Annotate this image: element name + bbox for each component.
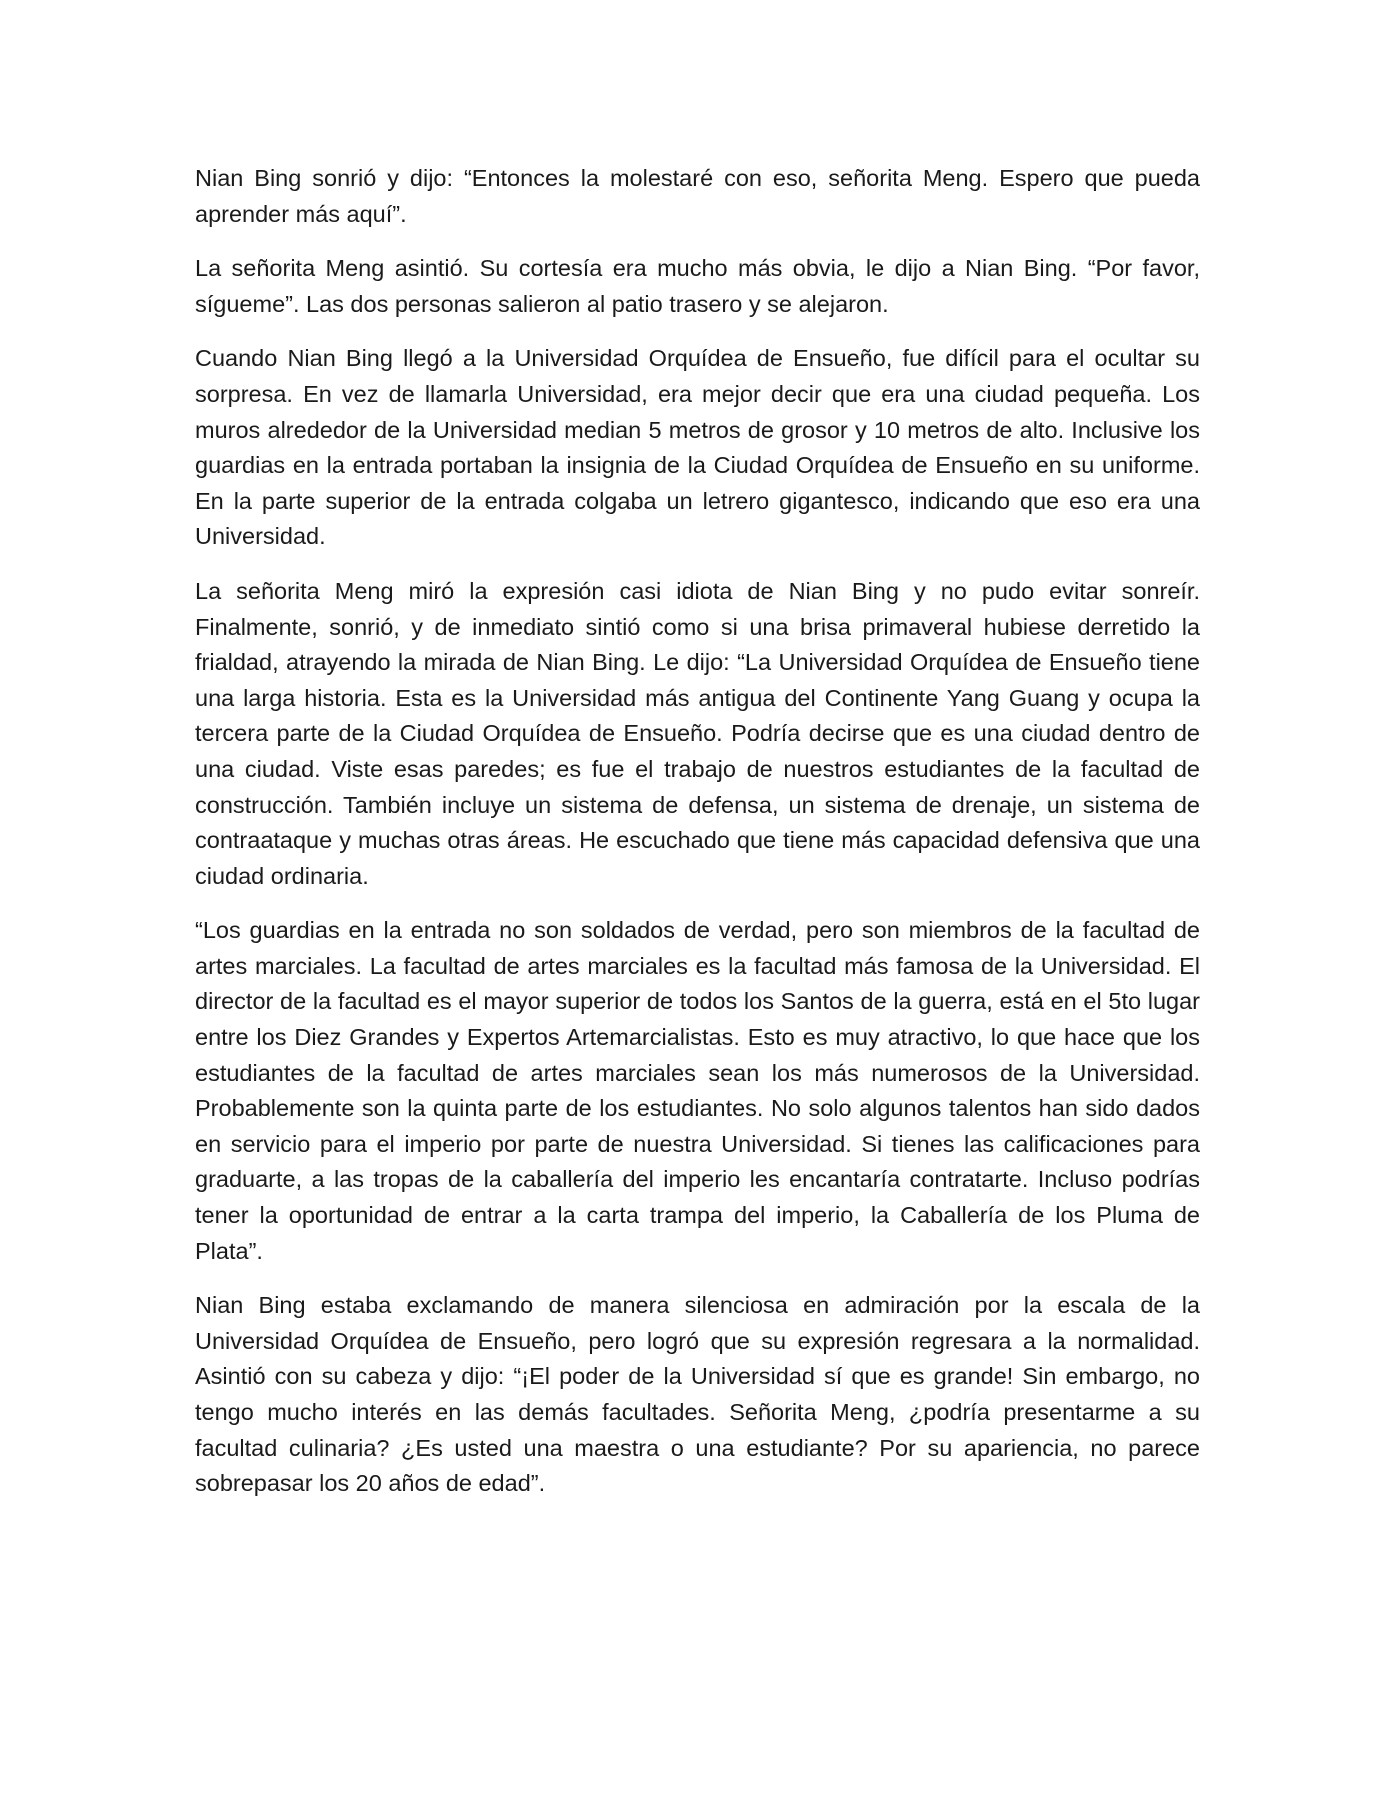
paragraph-6: Nian Bing estaba exclamando de manera silenciosa en admiración por la escala de la Universidad Orquídea de Ensueño, pero logró que su expresión regresara a la normalidad. Asintió con su cabeza y dijo: “¡El poder de la Universidad sí que es grande! Sin embargo, no tengo mucho interés en las demás facultades. Señorita Meng, ¿podría presentarme a su facultad culinaria? ¿Es usted una maestra o una estudiante? Por su apariencia, no parece sobrepasar los 20 años de edad”. [195, 1292, 1200, 1497]
paragraph-1: Nian Bing sonrió y dijo: “Entonces la molestaré con eso, señorita Meng. Espero que pueda aprender más aquí”. [195, 165, 1200, 227]
paragraph-5: “Los guardias en la entrada no son soldados de verdad, pero son miembros de la facultad de artes marciales. La facultad de artes marciales es la facultad más famosa de la Universidad. El director de la facultad es el mayor superior de todos los Santos de la guerra, está en el 5to lugar entre los Diez Grandes y Expertos Artemarcialistas. Esto es muy atractivo, lo que hace que los estudiantes de la facultad de artes marciales sean los más numerosos de la Universidad. Probablemente son la quinta parte de los estudiantes. No solo algunos talentos han sido dados en servicio para el imperio por parte de nuestra Universidad. Si tienes las calificaciones para graduarte, a las tropas de la caballería del imperio les encantaría contratarte. Incluso podrías tener la oportunidad de entrar a la carta trampa del imperio, la Caballería de los Pluma de Plata”. [195, 917, 1200, 1264]
paragraph-2: La señorita Meng asintió. Su cortesía era mucho más obvia, le dijo a Nian Bing. “Por favor, sígueme”. Las dos personas salieron al patio trasero y se alejaron. [195, 255, 1200, 317]
paragraph-3: Cuando Nian Bing llegó a la Universidad Orquídea de Ensueño, fue difícil para el ocultar su sorpresa. En vez de llamarla Universidad, era mejor decir que era una ciudad pequeña. Los muros alrededor de la Universidad median 5 metros de grosor y 10 metros de alto. Inclusive los guardias en la entrada portaban la insignia de la Ciudad Orquídea de Ensueño en su uniforme. En la parte superior de la entrada colgaba un letrero gigantesco, indicando que eso era una Universidad. [195, 345, 1200, 550]
paragraph-4: La señorita Meng miró la expresión casi idiota de Nian Bing y no pudo evitar sonreír. Finalmente, sonrió, y de inmediato sintió como si una brisa primaveral hubiese derretido la frialdad, atrayendo la mirada de Nian Bing. Le dijo: “La Universidad Orquídea de Ensueño tiene una larga historia. Esta es la Universidad más antigua del Continente Yang Guang y ocupa la tercera parte de la Ciudad Orquídea de Ensueño. Podría decirse que es una ciudad dentro de una ciudad. Viste esas paredes; es fue el trabajo de nuestros estudiantes de la facultad de construcción. También incluye un sistema de defensa, un sistema de drenaje, un sistema de contraataque y muchas otras áreas. He escuchado que tiene más capacidad defensiva que una ciudad ordinaria. [195, 577, 1200, 889]
document-body [195, 161, 1200, 1521]
